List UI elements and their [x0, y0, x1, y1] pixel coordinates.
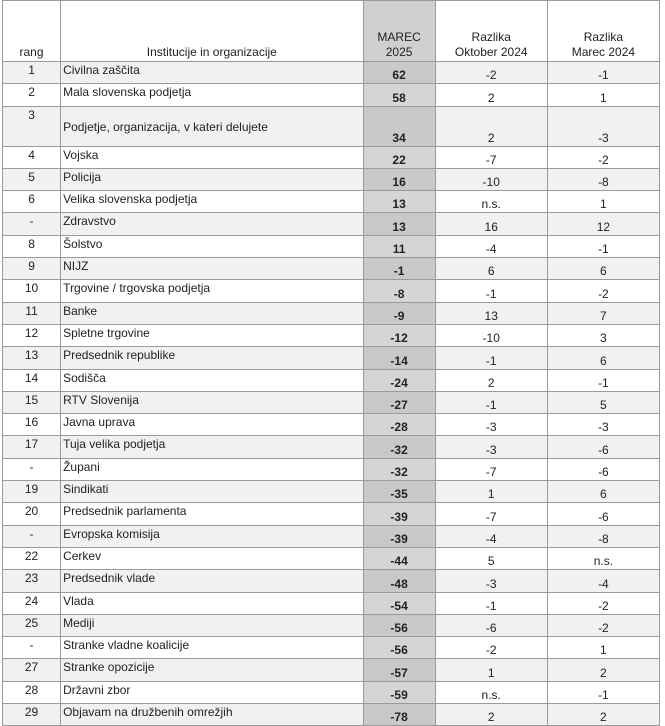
institution-cell: Mala slovenska podjetja — [61, 84, 363, 106]
marec-2025-cell: -44 — [363, 547, 435, 569]
marec-2025-cell: 13 — [363, 191, 435, 213]
diff-marec-cell: 2 — [547, 659, 659, 681]
diff-oktober-cell: -1 — [435, 592, 547, 614]
header-diff-marec-line2: Marec 2024 — [571, 45, 636, 59]
marec-2025-cell: 11 — [363, 235, 435, 257]
marec-2025-cell: -12 — [363, 324, 435, 346]
rang-cell: 6 — [3, 191, 61, 213]
diff-marec-cell: -1 — [547, 369, 659, 391]
header-rang: rang — [3, 1, 61, 62]
diff-marec-cell: 1 — [547, 191, 659, 213]
diff-oktober-cell: -4 — [435, 235, 547, 257]
rang-cell: 20 — [3, 503, 61, 525]
rang-cell: 1 — [3, 62, 61, 84]
diff-oktober-cell: 2 — [435, 106, 547, 146]
table-row — [3, 191, 660, 213]
table-row — [3, 614, 660, 636]
header-diff-oktober-line1: Razlika — [471, 30, 511, 44]
institution-cell: Policija — [61, 168, 363, 190]
institution-cell: Javna uprava — [61, 414, 363, 436]
diff-marec-cell: 1 — [547, 637, 659, 659]
diff-marec-cell: -8 — [547, 525, 659, 547]
marec-2025-cell: -39 — [363, 525, 435, 547]
rang-cell: 17 — [3, 436, 61, 458]
diff-oktober-cell: 2 — [435, 84, 547, 106]
marec-2025-cell: 62 — [363, 62, 435, 84]
diff-oktober-cell: -3 — [435, 570, 547, 592]
diff-marec-cell: -3 — [547, 106, 659, 146]
diff-marec-cell: -2 — [547, 280, 659, 302]
diff-oktober-cell: -1 — [435, 347, 547, 369]
rang-cell: 3 — [3, 106, 61, 146]
institution-cell: Državni zbor — [61, 681, 363, 703]
diff-oktober-cell: 6 — [435, 258, 547, 280]
header-marec-2025 — [363, 1, 435, 62]
rang-cell: 15 — [3, 391, 61, 413]
table-row — [3, 525, 660, 547]
marec-2025-cell: -28 — [363, 414, 435, 436]
diff-marec-cell: 3 — [547, 324, 659, 346]
table-row — [3, 258, 660, 280]
rang-cell: 9 — [3, 258, 61, 280]
diff-marec-cell: -4 — [547, 570, 659, 592]
rang-cell: 27 — [3, 659, 61, 681]
institution-cell: Stranke vladne koalicije — [61, 637, 363, 659]
rang-cell: 12 — [3, 324, 61, 346]
rang-cell: 28 — [3, 681, 61, 703]
diff-oktober-cell: -1 — [435, 280, 547, 302]
rang-cell: 5 — [3, 168, 61, 190]
marec-2025-cell: -59 — [363, 681, 435, 703]
institution-cell: Vojska — [61, 146, 363, 168]
table-row — [3, 347, 660, 369]
diff-oktober-cell: -7 — [435, 458, 547, 480]
diff-oktober-cell: n.s. — [435, 191, 547, 213]
table-row — [3, 235, 660, 257]
rang-cell: 23 — [3, 570, 61, 592]
diff-oktober-cell: -6 — [435, 614, 547, 636]
rang-cell: - — [3, 213, 61, 235]
table-row — [3, 570, 660, 592]
institution-cell: Sindikati — [61, 481, 363, 503]
diff-marec-cell: -1 — [547, 235, 659, 257]
institution-cell: Objavam na družbenih omrežjih — [61, 704, 363, 726]
institution-cell: NIJZ — [61, 258, 363, 280]
marec-2025-cell: 58 — [363, 84, 435, 106]
table-row — [3, 62, 660, 84]
diff-marec-cell: 6 — [547, 481, 659, 503]
rang-cell: 29 — [3, 704, 61, 726]
marec-2025-cell: -48 — [363, 570, 435, 592]
table-row — [3, 659, 660, 681]
diff-oktober-cell: -7 — [435, 503, 547, 525]
rang-cell: 14 — [3, 369, 61, 391]
diff-oktober-cell: -2 — [435, 637, 547, 659]
marec-2025-cell: -9 — [363, 302, 435, 324]
institution-cell: Predsednik republike — [61, 347, 363, 369]
marec-2025-cell: -56 — [363, 637, 435, 659]
rang-cell: 11 — [3, 302, 61, 324]
header-diff-oktober-line2: Oktober 2024 — [454, 45, 528, 59]
marec-2025-cell: -1 — [363, 258, 435, 280]
rang-cell: 8 — [3, 235, 61, 257]
institution-cell: Velika slovenska podjetja — [61, 191, 363, 213]
rang-cell: 10 — [3, 280, 61, 302]
marec-2025-cell: -27 — [363, 391, 435, 413]
marec-2025-cell: -78 — [363, 704, 435, 726]
header-diff-marec — [547, 1, 659, 62]
marec-2025-cell: -35 — [363, 481, 435, 503]
table-row — [3, 324, 660, 346]
header-institution: Institucije in organizacije — [61, 1, 363, 62]
table-row — [3, 369, 660, 391]
institution-cell: Cerkev — [61, 547, 363, 569]
diff-marec-cell: -1 — [547, 62, 659, 84]
rang-cell: - — [3, 458, 61, 480]
rang-cell: - — [3, 637, 61, 659]
header-diff-oktober — [435, 1, 547, 62]
institution-cell: Župani — [61, 458, 363, 480]
rang-cell: 4 — [3, 146, 61, 168]
diff-marec-cell: 2 — [547, 704, 659, 726]
marec-2025-cell: -57 — [363, 659, 435, 681]
diff-oktober-cell: -4 — [435, 525, 547, 547]
diff-oktober-cell: -2 — [435, 62, 547, 84]
table-body — [3, 62, 660, 726]
institution-cell: Mediji — [61, 614, 363, 636]
institution-cell: Podjetje, organizacija, v kateri delujete — [61, 106, 363, 146]
diff-marec-cell: -2 — [547, 592, 659, 614]
diff-oktober-cell: -1 — [435, 391, 547, 413]
diff-oktober-cell: 1 — [435, 659, 547, 681]
diff-oktober-cell: 16 — [435, 213, 547, 235]
diff-oktober-cell: -10 — [435, 324, 547, 346]
diff-oktober-cell: 13 — [435, 302, 547, 324]
diff-oktober-cell: -3 — [435, 436, 547, 458]
diff-marec-cell: -8 — [547, 168, 659, 190]
diff-marec-cell: -1 — [547, 681, 659, 703]
diff-oktober-cell: 2 — [435, 369, 547, 391]
marec-2025-cell: -24 — [363, 369, 435, 391]
rang-cell: 16 — [3, 414, 61, 436]
table-row — [3, 414, 660, 436]
table-row — [3, 681, 660, 703]
diff-marec-cell: -6 — [547, 503, 659, 525]
institution-cell: Stranke opozicije — [61, 659, 363, 681]
diff-oktober-cell: 2 — [435, 704, 547, 726]
institution-cell: Sodišča — [61, 369, 363, 391]
institution-cell: Spletne trgovine — [61, 324, 363, 346]
diff-marec-cell: 6 — [547, 347, 659, 369]
institution-cell: RTV Slovenija — [61, 391, 363, 413]
institution-cell: Vlada — [61, 592, 363, 614]
marec-2025-cell: 13 — [363, 213, 435, 235]
institution-cell: Predsednik vlade — [61, 570, 363, 592]
rang-cell: 2 — [3, 84, 61, 106]
institution-cell: Šolstvo — [61, 235, 363, 257]
table-row — [3, 436, 660, 458]
diff-marec-cell: -3 — [547, 414, 659, 436]
marec-2025-cell: -14 — [363, 347, 435, 369]
table-row — [3, 106, 660, 146]
diff-oktober-cell: -10 — [435, 168, 547, 190]
diff-marec-cell: 7 — [547, 302, 659, 324]
marec-2025-cell: 34 — [363, 106, 435, 146]
institution-cell: Banke — [61, 302, 363, 324]
table-row — [3, 547, 660, 569]
diff-oktober-cell: -3 — [435, 414, 547, 436]
marec-2025-cell: -32 — [363, 436, 435, 458]
table-row — [3, 503, 660, 525]
table-row — [3, 704, 660, 726]
marec-2025-cell: -32 — [363, 458, 435, 480]
trust-table — [2, 0, 660, 726]
rang-cell: - — [3, 525, 61, 547]
diff-marec-cell: n.s. — [547, 547, 659, 569]
institution-cell: Predsednik parlamenta — [61, 503, 363, 525]
header-diff-marec-line1: Razlika — [583, 30, 624, 44]
table-row — [3, 637, 660, 659]
table-row — [3, 280, 660, 302]
institution-cell: Zdravstvo — [61, 213, 363, 235]
marec-2025-cell: 16 — [363, 168, 435, 190]
institution-cell: Civilna zaščita — [61, 62, 363, 84]
diff-marec-cell: 1 — [547, 84, 659, 106]
table-row — [3, 146, 660, 168]
diff-marec-cell: -2 — [547, 614, 659, 636]
diff-oktober-cell: -7 — [435, 146, 547, 168]
diff-oktober-cell: 5 — [435, 547, 547, 569]
rang-cell: 13 — [3, 347, 61, 369]
diff-marec-cell: -6 — [547, 436, 659, 458]
diff-marec-cell: 12 — [547, 213, 659, 235]
diff-marec-cell: 6 — [547, 258, 659, 280]
rang-cell: 24 — [3, 592, 61, 614]
table-row — [3, 391, 660, 413]
marec-2025-cell: -39 — [363, 503, 435, 525]
rang-cell: 19 — [3, 481, 61, 503]
diff-oktober-cell: n.s. — [435, 681, 547, 703]
marec-2025-cell: -8 — [363, 280, 435, 302]
institution-cell: Trgovine / trgovska podjetja — [61, 280, 363, 302]
table-row — [3, 213, 660, 235]
rang-cell: 22 — [3, 547, 61, 569]
diff-marec-cell: -6 — [547, 458, 659, 480]
header-row — [3, 1, 660, 62]
marec-2025-cell: -56 — [363, 614, 435, 636]
header-marec-2025-line1: MAREC — [377, 30, 421, 44]
table-row — [3, 458, 660, 480]
institution-cell: Tuja velika podjetja — [61, 436, 363, 458]
table-row — [3, 481, 660, 503]
diff-marec-cell: -2 — [547, 146, 659, 168]
marec-2025-cell: 22 — [363, 146, 435, 168]
table-row — [3, 302, 660, 324]
header-marec-2025-line2: 2025 — [385, 45, 413, 59]
diff-oktober-cell: 1 — [435, 481, 547, 503]
diff-marec-cell: 5 — [547, 391, 659, 413]
table-row — [3, 84, 660, 106]
marec-2025-cell: -54 — [363, 592, 435, 614]
institution-cell: Evropska komisija — [61, 525, 363, 547]
table-row — [3, 168, 660, 190]
rang-cell: 25 — [3, 614, 61, 636]
table-row — [3, 592, 660, 614]
